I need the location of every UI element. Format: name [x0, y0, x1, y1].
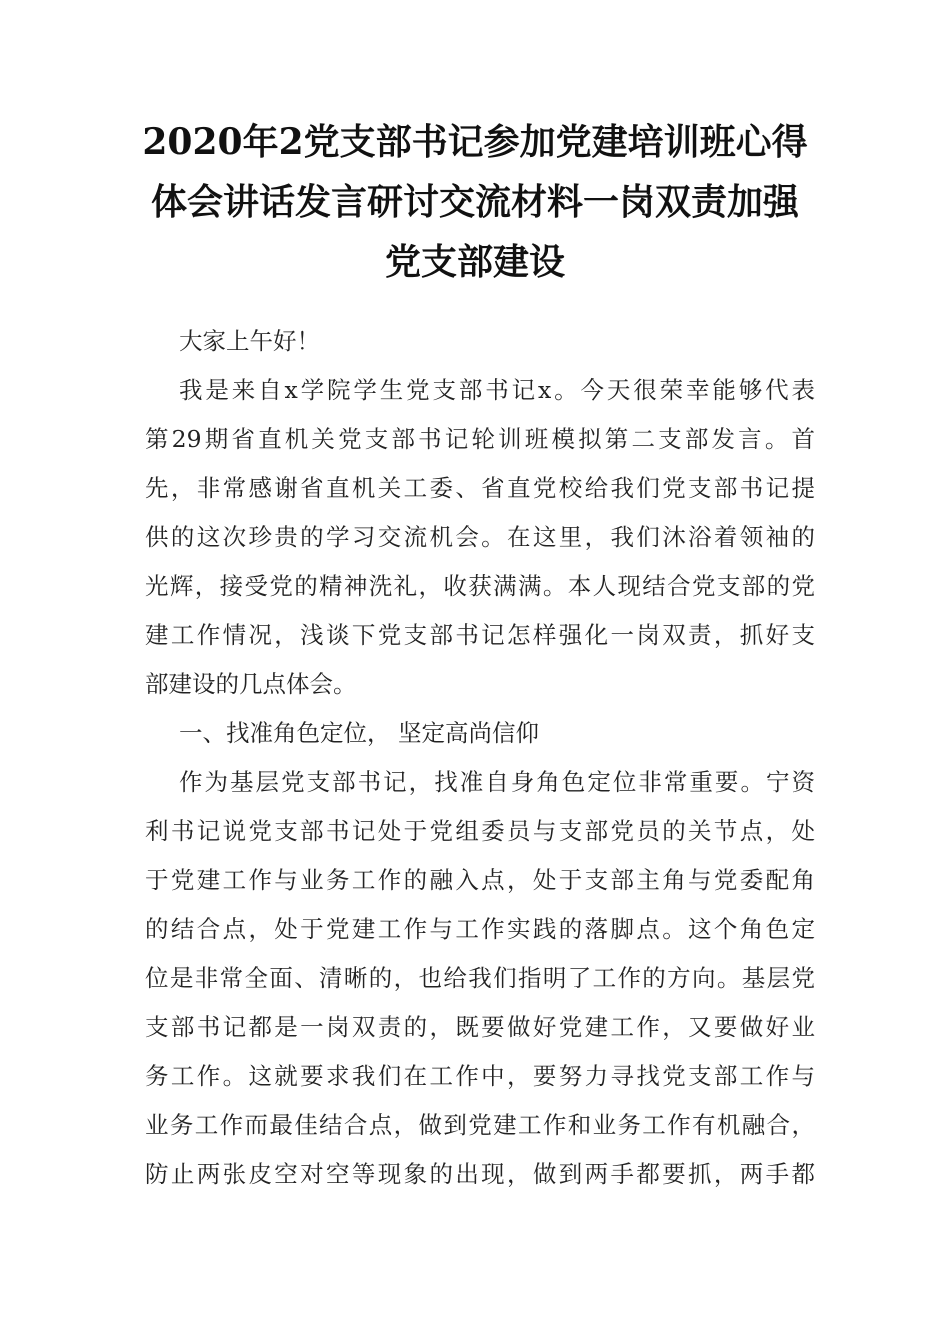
paragraph-line: 供的这次珍贵的学习交流机会。在这里，我们沐浴着领袖的 — [145, 523, 815, 551]
paragraph-line: 先，非常感谢省直机关工委、省直党校给我们党支部书记提 — [145, 474, 815, 502]
paragraph — [145, 758, 815, 1199]
paragraph-line: 位是非常全面、清晰的，也给我们指明了工作的方向。基层党 — [145, 964, 815, 992]
paragraph — [145, 709, 815, 758]
title-line-1: 2020年2党支部书记参加党建培训班心得 — [142, 121, 808, 163]
paragraph-line: 大家上午好！ — [179, 327, 320, 355]
paragraph-line: 部建设的几点体会。 — [145, 670, 357, 698]
document-title — [140, 112, 810, 292]
paragraph-line: 防止两张皮空对空等现象的出现，做到两手都要抓，两手都 — [145, 1160, 815, 1188]
paragraph-line: 我是来自x学院学生党支部书记x。今天很荣幸能够代表 — [179, 376, 815, 404]
paragraph — [145, 366, 815, 709]
paragraph-line: 作为基层党支部书记，找准自身角色定位非常重要。宁资 — [179, 768, 815, 796]
paragraph-line: 务工作。这就要求我们在工作中，要努力寻找党支部工作与 — [145, 1062, 815, 1090]
document-body — [145, 317, 815, 1199]
paragraph-line: 的结合点，处于党建工作与工作实践的落脚点。这个角色定 — [145, 915, 815, 943]
title-line-3: 党支部建设 — [384, 241, 565, 283]
paragraph-line: 光辉，接受党的精神洗礼，收获满满。本人现结合党支部的党 — [145, 572, 815, 600]
paragraph-line: 第29期省直机关党支部书记轮训班模拟第二支部发言。首 — [145, 425, 815, 453]
paragraph-line: 一、找准角色定位， 坚定高尚信仰 — [179, 719, 539, 747]
paragraph-line: 建工作情况，浅谈下党支部书记怎样强化一岗双责，抓好支 — [145, 621, 815, 649]
paragraph-line: 利书记说党支部书记处于党组委员与支部党员的关节点，处 — [145, 817, 815, 845]
paragraph-line: 于党建工作与业务工作的融入点，处于支部主角与党委配角 — [145, 866, 815, 894]
paragraph-line: 业务工作而最佳结合点，做到党建工作和业务工作有机融合， — [145, 1111, 815, 1139]
paragraph-line: 支部书记都是一岗双责的，既要做好党建工作，又要做好业 — [145, 1013, 815, 1041]
title-line-2: 体会讲话发言研讨交流材料一岗双责加强 — [150, 181, 799, 223]
paragraph — [145, 317, 815, 366]
